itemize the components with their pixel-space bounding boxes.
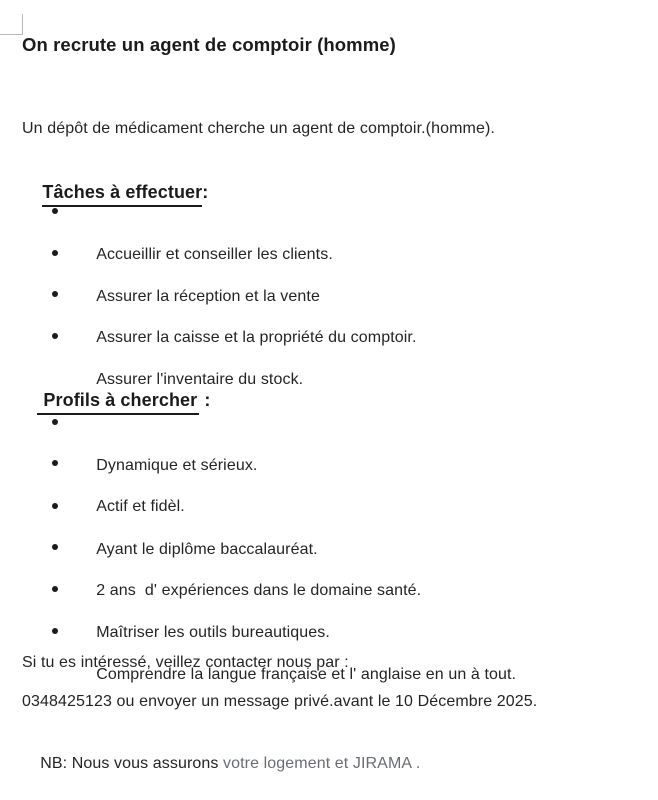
bullet-icon [52, 333, 58, 339]
phone-deadline-line: 0348425123 ou envoyer un message privé.avant le 10 Décembre 2025. [22, 693, 538, 710]
bullet-icon [52, 208, 58, 214]
list-item-text: Dynamique et sérieux. [96, 457, 258, 474]
list-item-text: Actif et fidèl. [96, 498, 185, 515]
margin-corner-mark-horizontal [0, 34, 23, 35]
bullet-icon [52, 460, 58, 466]
margin-corner-mark-vertical [22, 14, 23, 34]
list-item-text: Assurer la caisse et la propriété du comptoir. [96, 329, 417, 346]
list-item-text: Assurer la réception et la vente [96, 288, 320, 305]
bullet-icon [52, 250, 58, 256]
bullet-icon [52, 544, 58, 550]
list-item-text: Ayant le diplôme baccalauréat. [96, 541, 318, 558]
list-item-text: Maîtriser les outils bureautiques. [96, 624, 330, 641]
page-title: On recrute un agent de comptoir (homme) [22, 34, 396, 55]
heading-colon: : [202, 182, 209, 202]
list-item-text: Accueillir et conseiller les clients. [96, 246, 333, 263]
nb-highlight-text: votre logement et JIRAMA . [223, 755, 421, 772]
contact-intro-line: Si tu es intéressé, veillez contacter nous par : [22, 654, 349, 671]
heading-underlined-text: Profils à chercher [37, 388, 199, 415]
bullet-icon [52, 628, 58, 634]
heading-underlined-text: Tâches à effectuer [42, 180, 202, 207]
list-item-text: Comprendre la langue française et l' anglaise en un à tout. [96, 666, 517, 683]
nb-line [22, 731, 420, 797]
list-item-text: Assurer l'inventaire du stock. [96, 371, 304, 388]
bullet-icon [52, 291, 58, 297]
bullet-icon [52, 419, 58, 425]
bullet-icon [52, 503, 58, 509]
bullet-icon [52, 586, 58, 592]
nb-prefix-text: NB: Nous vous assurons [40, 755, 224, 772]
heading-colon: : [199, 390, 211, 410]
list-item-text: 2 ans d' expériences dans le domaine santé. [96, 582, 422, 599]
intro-paragraph: Un dépôt de médicament cherche un agent de comptoir.(homme). [22, 120, 495, 137]
